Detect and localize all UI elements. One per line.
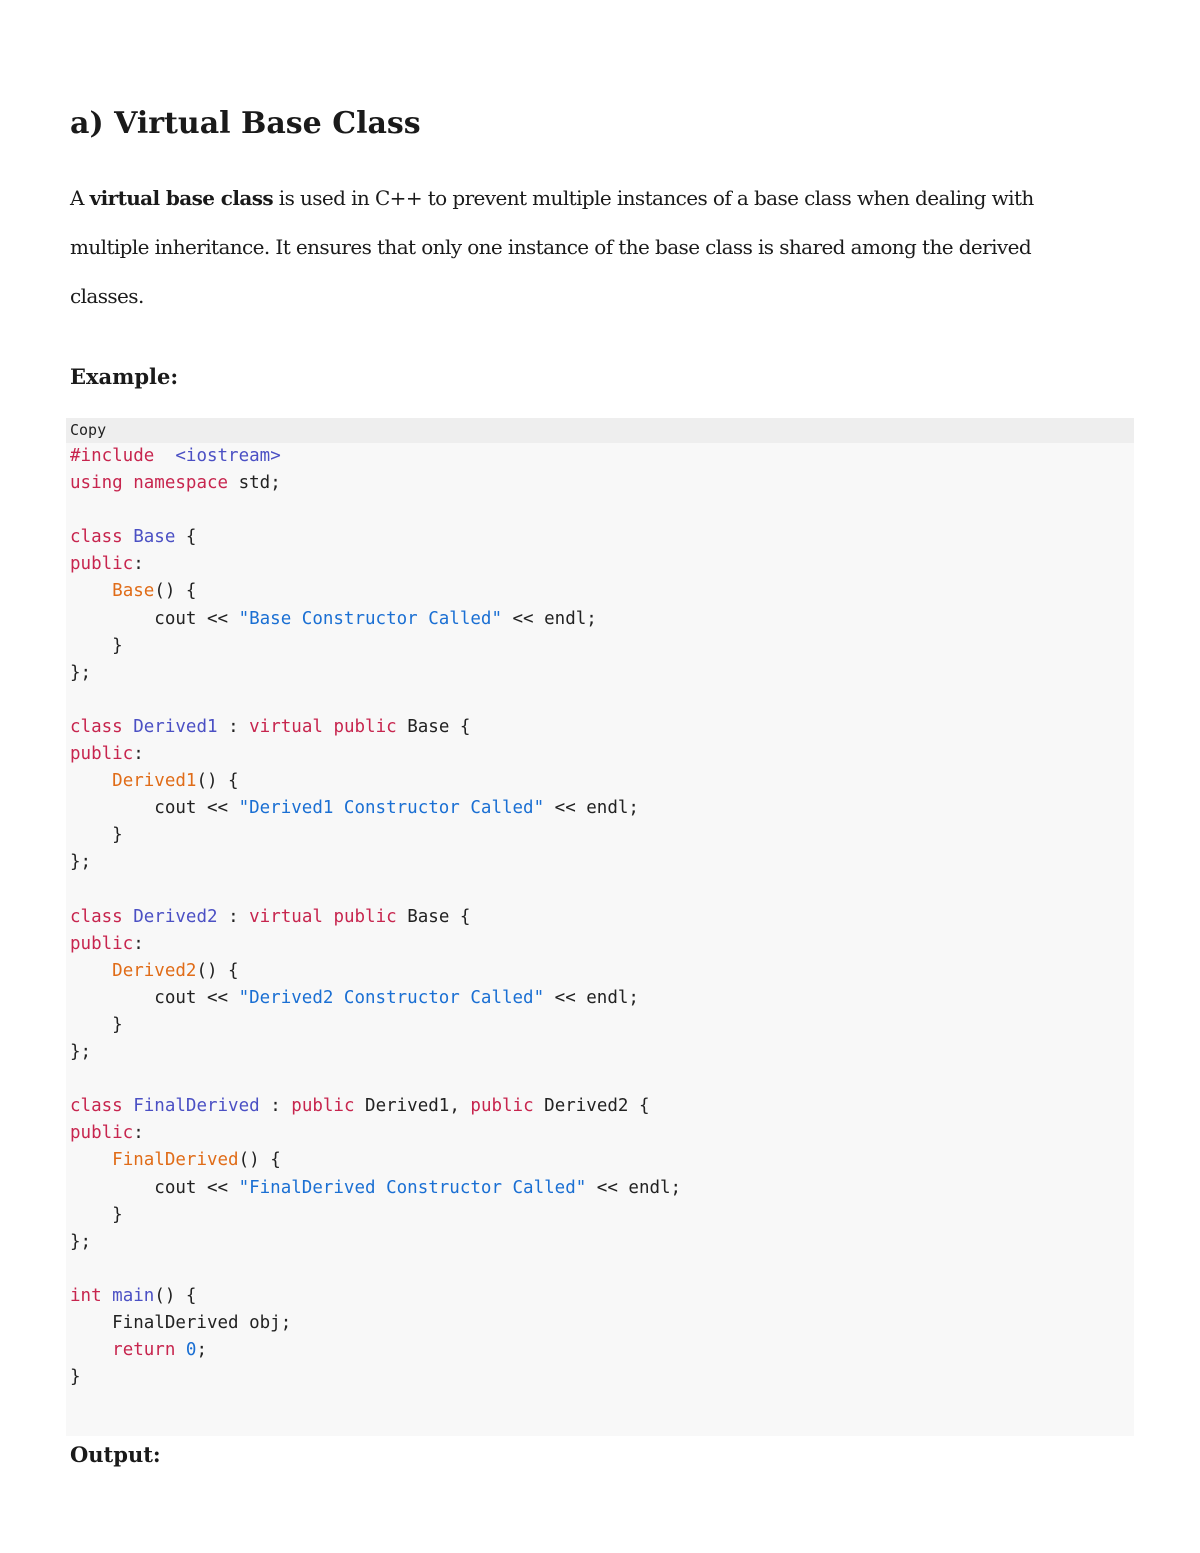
section-heading: a) Virtual Base Class [70, 106, 421, 141]
code-token: ; [196, 1340, 208, 1361]
output-heading: Output: [70, 1442, 161, 1467]
code-line [70, 633, 1134, 660]
code-body [66, 443, 1134, 1391]
code-line [70, 958, 1134, 985]
example-heading: Example: [70, 364, 179, 389]
code-token: () { [196, 960, 239, 981]
paragraph-lead: A [70, 186, 90, 210]
code-token: }; [70, 1042, 92, 1063]
code-token [123, 527, 134, 547]
code-line [70, 1120, 1134, 1147]
code-token [70, 581, 112, 601]
code-line [70, 1202, 1134, 1229]
code-token: Derived2 [112, 960, 197, 981]
code-token: } [70, 1367, 81, 1388]
code-token [154, 446, 175, 466]
code-line [70, 714, 1134, 741]
code-token [70, 1340, 112, 1360]
code-token [323, 717, 334, 737]
code-token: Derived1 [112, 771, 197, 792]
code-token: main [112, 1285, 155, 1306]
code-token [323, 907, 334, 927]
code-line [70, 497, 1134, 524]
code-token: << endl; [544, 987, 639, 1008]
code-token: public [70, 1123, 134, 1144]
code-line [70, 524, 1134, 551]
code-token: public [333, 906, 397, 927]
paragraph-bold-term: virtual base class [89, 186, 274, 210]
paragraph-rest: is used in C++ to prevent multiple instances of a base class when dealing with multiple inheritance. It ensures that only one instance of the base class is shared among the derived classes. [70, 186, 1034, 308]
code-token [102, 1286, 113, 1306]
code-token: Derived2 [133, 906, 218, 927]
code-token: }; [70, 852, 92, 873]
code-token: Base [112, 581, 155, 602]
code-token: : [217, 716, 250, 737]
code-token: return [112, 1340, 176, 1361]
code-token: cout << [70, 1177, 239, 1198]
code-token: namespace [133, 473, 229, 494]
code-token: #include [70, 446, 155, 466]
code-token: Derived1 [133, 716, 218, 737]
code-line [70, 1310, 1134, 1337]
code-token: class [70, 1096, 123, 1117]
code-header [66, 418, 1134, 443]
code-line [70, 849, 1134, 876]
code-line [70, 443, 1134, 470]
code-token [175, 1340, 186, 1360]
code-token: public [70, 933, 134, 954]
code-line [70, 985, 1134, 1012]
code-token: FinalDerived [133, 1096, 260, 1117]
code-token: : [217, 906, 250, 927]
code-token [70, 961, 112, 981]
code-line [70, 606, 1134, 633]
code-line [70, 1039, 1134, 1066]
code-token: std; [228, 473, 281, 494]
code-token: () { [196, 771, 239, 792]
code-token: public [291, 1096, 355, 1117]
copy-button[interactable]: Copy [70, 421, 107, 439]
code-token: cout << [70, 608, 239, 629]
code-token: << endl; [544, 798, 639, 819]
code-line [70, 768, 1134, 795]
code-token: Base [133, 527, 176, 548]
code-token [123, 473, 134, 493]
code-line [70, 660, 1134, 687]
code-token: << endl; [501, 608, 597, 629]
code-line [70, 578, 1134, 605]
code-token: "Derived2 Constructor Called" [238, 987, 545, 1008]
code-line [70, 904, 1134, 931]
code-token: () { [154, 1285, 197, 1306]
code-token: { [175, 527, 197, 548]
code-line [70, 931, 1134, 958]
code-token: class [70, 716, 123, 737]
code-block [66, 418, 1134, 1436]
code-line [70, 741, 1134, 768]
code-token: virtual [249, 716, 323, 737]
code-token: Base { [396, 906, 471, 927]
code-line [70, 1337, 1134, 1364]
code-token [123, 717, 134, 737]
code-token: int [70, 1285, 102, 1306]
code-line [70, 1256, 1134, 1283]
code-token: } [70, 825, 123, 846]
code-token: : [133, 1123, 144, 1144]
code-line [70, 822, 1134, 849]
code-line [70, 1229, 1134, 1256]
code-token [70, 771, 112, 791]
code-token: FinalDerived obj; [70, 1313, 292, 1333]
code-token: public [70, 744, 134, 765]
code-line [70, 1147, 1134, 1174]
code-token [123, 907, 134, 927]
code-token: cout << [70, 987, 239, 1008]
code-token: virtual [249, 906, 323, 927]
code-line [70, 1012, 1134, 1039]
code-token [70, 1150, 112, 1170]
code-token: cout << [70, 798, 239, 819]
code-token: << endl; [586, 1177, 682, 1198]
code-line [70, 470, 1134, 497]
code-line [70, 1093, 1134, 1120]
code-token: "Base Constructor Called" [238, 608, 502, 629]
code-token: } [70, 635, 123, 656]
code-token: : [133, 933, 144, 954]
code-line [70, 687, 1134, 714]
code-token: 0 [185, 1340, 197, 1361]
code-token: <iostream> [175, 446, 281, 466]
code-line [70, 1283, 1134, 1310]
code-line [70, 551, 1134, 578]
code-token: "Derived1 Constructor Called" [238, 798, 545, 819]
intro-paragraph [70, 174, 1080, 321]
code-token: public [470, 1096, 534, 1117]
code-token: : [133, 744, 144, 765]
code-token: } [70, 1204, 123, 1225]
code-token: public [333, 716, 397, 737]
code-token: FinalDerived [112, 1150, 239, 1171]
code-token: () { [154, 581, 197, 602]
code-token: Derived1, [354, 1096, 471, 1117]
code-line [70, 1066, 1134, 1093]
code-token: Base { [396, 716, 471, 737]
code-token: Derived2 { [533, 1096, 650, 1117]
code-token: using [70, 473, 123, 494]
code-token: "FinalDerived Constructor Called" [238, 1177, 587, 1198]
code-line [70, 1364, 1134, 1391]
code-token: class [70, 906, 123, 927]
code-line [70, 1175, 1134, 1202]
code-token: } [70, 1014, 123, 1035]
code-line [70, 877, 1134, 904]
code-token: }; [70, 1231, 92, 1252]
code-token: public [70, 554, 134, 575]
code-line [70, 795, 1134, 822]
code-token: }; [70, 662, 92, 683]
code-token [123, 1096, 134, 1116]
code-token: class [70, 527, 123, 548]
code-token: : [133, 554, 144, 575]
code-token: : [259, 1096, 292, 1117]
code-token: () { [238, 1150, 281, 1171]
